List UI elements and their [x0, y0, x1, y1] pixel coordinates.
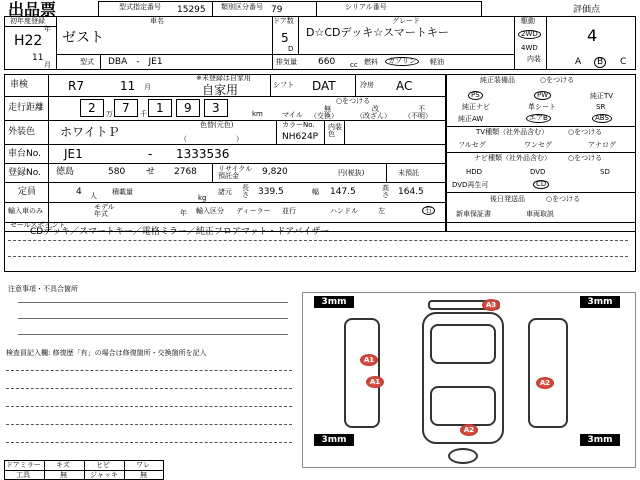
- grade-value: D☆CDデッキ☆スマートキー: [306, 26, 449, 39]
- height-label: 高さ: [382, 184, 389, 199]
- color-code: NH624P: [282, 132, 319, 142]
- first-reg-month: 11: [32, 53, 44, 63]
- bottom-value: 無: [140, 471, 147, 479]
- damage-mark: A1: [366, 376, 384, 388]
- option-aw: 純正AW: [458, 115, 484, 123]
- rear-label: 後日発送品: [490, 195, 525, 203]
- mileage-opt2: （改ざん）: [356, 112, 391, 120]
- inner-color-label: 内装色: [328, 123, 342, 138]
- drive-2wd: 2WD: [518, 30, 541, 39]
- mileage-unit-man: 万: [106, 110, 113, 118]
- load-label: 積載量: [112, 188, 133, 196]
- grade-label: グレード: [392, 17, 420, 25]
- chassis-prefix: JE1: [64, 147, 83, 161]
- ac-label: 冷房: [360, 81, 374, 89]
- dealer-option: ディーラー: [236, 207, 271, 215]
- inspection-month-unit: 月: [144, 83, 151, 91]
- displacement-unit: cc: [350, 61, 358, 69]
- recycle-amount: 9,820: [262, 167, 288, 177]
- car-name-label: 車名: [150, 17, 164, 25]
- ac-value: AC: [396, 79, 413, 93]
- chassis-label: 車台No.: [8, 149, 41, 159]
- nav-item: HDD: [466, 168, 483, 176]
- nav-item: DVD: [530, 168, 546, 176]
- serial-cell: [316, 1, 482, 17]
- fuel-label: 燃料: [364, 58, 378, 66]
- damage-mark: A1: [360, 354, 378, 366]
- car-left-side: [344, 318, 380, 428]
- color-base-label: 色替(元色): [200, 121, 234, 129]
- mileage-label: 走行距離: [8, 103, 45, 113]
- bottom-value: 工具: [16, 471, 30, 479]
- mileage-hint: ○をつける: [336, 97, 371, 105]
- plate-kana: せ: [146, 167, 156, 177]
- tv-hint: ○をつける: [568, 128, 603, 136]
- mileage-digit: 9: [184, 101, 192, 115]
- color-value: ホワイトＰ: [60, 125, 120, 139]
- mileage-unit-km: km: [252, 110, 263, 118]
- inspection-month: 11: [120, 79, 136, 93]
- nav-item: SD: [600, 168, 610, 176]
- displacement-label: 排気量: [276, 58, 297, 66]
- option-pw: PW: [534, 91, 551, 100]
- dvd-label: DVD再生可: [452, 181, 489, 189]
- doors-value: 5: [281, 31, 289, 45]
- shift-value: DAT: [312, 79, 336, 93]
- form-title: 出品票: [8, 0, 57, 19]
- rear-item: 新車保証書: [456, 210, 491, 218]
- plate-class: 580: [108, 167, 126, 177]
- sales-point-text: CDデッキ／スマートキー／電格ミラー／純正フロアマット・ドアバイザー: [30, 227, 330, 237]
- interior-c: C: [620, 57, 627, 67]
- car-name: ゼスト: [62, 30, 104, 46]
- steering-label: ハンドル: [330, 207, 358, 215]
- import-category-label: 輸入区分: [196, 207, 224, 215]
- car-hood: [430, 324, 496, 364]
- mileage-digit: 3: [212, 101, 220, 115]
- use-value: 自家用: [202, 83, 239, 97]
- plate-number: 2768: [174, 167, 197, 177]
- mileage-opt2-top: 改: [372, 105, 379, 113]
- fuel-gasoline: ガソリン: [385, 57, 419, 66]
- mileage-opt1: （交換）: [310, 112, 338, 120]
- type-code-value: 15295: [177, 5, 206, 15]
- bottom-header: ヒビ: [96, 461, 110, 469]
- eval-label: 評価点: [573, 5, 601, 15]
- use-note: ※未登録は自家用: [196, 74, 251, 82]
- width-label: 幅: [312, 188, 319, 196]
- option-leather: 革シート: [528, 103, 556, 111]
- recycle-unit: 円(税抜): [338, 169, 365, 177]
- damage-mark: A2: [460, 424, 478, 436]
- length-label: 長さ: [242, 184, 249, 199]
- inspection-label: 車検: [10, 80, 29, 90]
- shift-label: シフト: [273, 81, 294, 89]
- rear-item: 車両取説: [526, 210, 554, 218]
- inspector-label: 検査員記入欄: 修復歴「有」の場合は修復箇所・交換箇所を記入: [6, 349, 207, 357]
- mileage-opt1-top: 無: [324, 105, 331, 113]
- option-sr: SR: [596, 103, 606, 111]
- color-label: 外装色: [8, 127, 36, 137]
- bottom-header: キズ: [56, 461, 70, 469]
- drive-label: 駆動: [521, 17, 535, 25]
- tv-label: TV種類（社外品含む）: [476, 128, 549, 136]
- doors-sub: D: [288, 45, 294, 53]
- bottom-header: ドアミラー: [6, 461, 41, 469]
- chassis-dash: ‐: [148, 147, 153, 161]
- scale-label: 3mm: [314, 296, 354, 308]
- option-airbag: エアB: [526, 114, 551, 123]
- option-abs: ABS: [592, 114, 612, 123]
- mileage-digit: 7: [122, 101, 130, 115]
- mileage-opt3: （不明）: [404, 112, 432, 120]
- capacity-value: 4: [76, 187, 82, 197]
- interior-label: 内装: [527, 55, 541, 63]
- model-year-unit: 年: [180, 209, 187, 217]
- inspection-era: R7: [68, 79, 84, 93]
- options-hint: ○をつける: [540, 76, 575, 84]
- parallel-option: 並行: [282, 207, 296, 215]
- dims-label: 諸元: [218, 188, 232, 196]
- plate-label: 登録No.: [8, 168, 41, 178]
- capacity-unit: 人: [90, 192, 97, 200]
- nav-label: ナビ種類（社外品含む）: [474, 154, 551, 162]
- mileage-unit-sen: 千: [140, 110, 147, 118]
- car-right-side: [528, 318, 568, 428]
- doors-label: ドア数: [273, 17, 294, 25]
- damage-mark: A2: [536, 377, 554, 389]
- length-value: 339.5: [258, 187, 284, 197]
- serial-label: シリアル番号: [345, 3, 387, 11]
- bottom-value: 無: [60, 471, 67, 479]
- tv-item: アナログ: [588, 141, 616, 149]
- color-paren: （ ）: [180, 135, 243, 143]
- first-reg-year-unit: 年: [44, 25, 51, 33]
- mileage-digit: 2: [88, 101, 96, 115]
- caution-label: 注意事項・不具合箇所: [8, 285, 78, 293]
- first-reg-label: 初年度登録: [10, 17, 45, 25]
- fuel-light: 軽油: [430, 58, 444, 66]
- model-year-label: モデル年式: [94, 203, 115, 218]
- import-label: 輸入車のみ: [8, 207, 43, 215]
- height-value: 164.5: [398, 187, 424, 197]
- class-code-value: 79: [271, 5, 283, 15]
- damage-mark: A3: [482, 299, 500, 311]
- load-unit: kg: [198, 194, 207, 202]
- nav-hint: ○をつける: [568, 154, 603, 162]
- interior-b: B: [594, 57, 606, 68]
- mileage-opt3-top: 不: [418, 105, 425, 113]
- bottom-header: ワレ: [136, 461, 150, 469]
- mileage-digit: 1: [156, 101, 164, 115]
- option-ps: PS: [468, 91, 483, 100]
- class-code-label: 類別区分番号: [221, 3, 263, 11]
- model-value: DBA ‐ JE1: [108, 57, 163, 67]
- type-code-label: 型式指定番号: [119, 3, 161, 11]
- steering-right: 右: [422, 206, 435, 215]
- option-nav: 純正ナビ: [462, 103, 490, 111]
- sales-point-label: セールスポイント: [10, 221, 66, 229]
- color-code-label: カラーNo.: [282, 121, 315, 129]
- tv-item: フルセグ: [458, 141, 486, 149]
- capacity-label: 定員: [18, 187, 37, 197]
- chassis-number: 1333536: [176, 147, 230, 161]
- scale-label: 3mm: [580, 434, 620, 446]
- width-value: 147.5: [330, 187, 356, 197]
- car-rear-bumper: [448, 448, 478, 464]
- cd-option: CD: [533, 180, 549, 189]
- scale-label: 3mm: [314, 434, 354, 446]
- options-title: 純正装備品: [480, 76, 515, 84]
- scale-label: 3mm: [580, 296, 620, 308]
- plate-region: 徳島: [56, 167, 75, 177]
- option-tv: 純正TV: [590, 92, 614, 100]
- mileage-mile: マイル: [282, 111, 303, 119]
- eval-score: 4: [587, 26, 598, 45]
- first-reg-era: H22: [14, 33, 43, 49]
- recycle-status: 未預託: [398, 169, 419, 177]
- recycle-label: リサイクル預託金: [218, 165, 253, 180]
- steering-left: 左: [378, 207, 385, 215]
- drive-4wd: 4WD: [521, 44, 538, 52]
- car-rear-hatch: [430, 386, 496, 426]
- rear-hint: ○をつける: [546, 195, 581, 203]
- model-label: 型式: [80, 58, 94, 66]
- first-reg-month-unit: 月: [44, 61, 51, 69]
- type-code-cell: [98, 1, 213, 17]
- bottom-value: ジャッキ: [90, 471, 118, 479]
- class-code-cell: [212, 1, 317, 17]
- tv-item: ワンセグ: [524, 141, 552, 149]
- displacement-value: 660: [318, 57, 336, 67]
- interior-a: A: [575, 57, 582, 67]
